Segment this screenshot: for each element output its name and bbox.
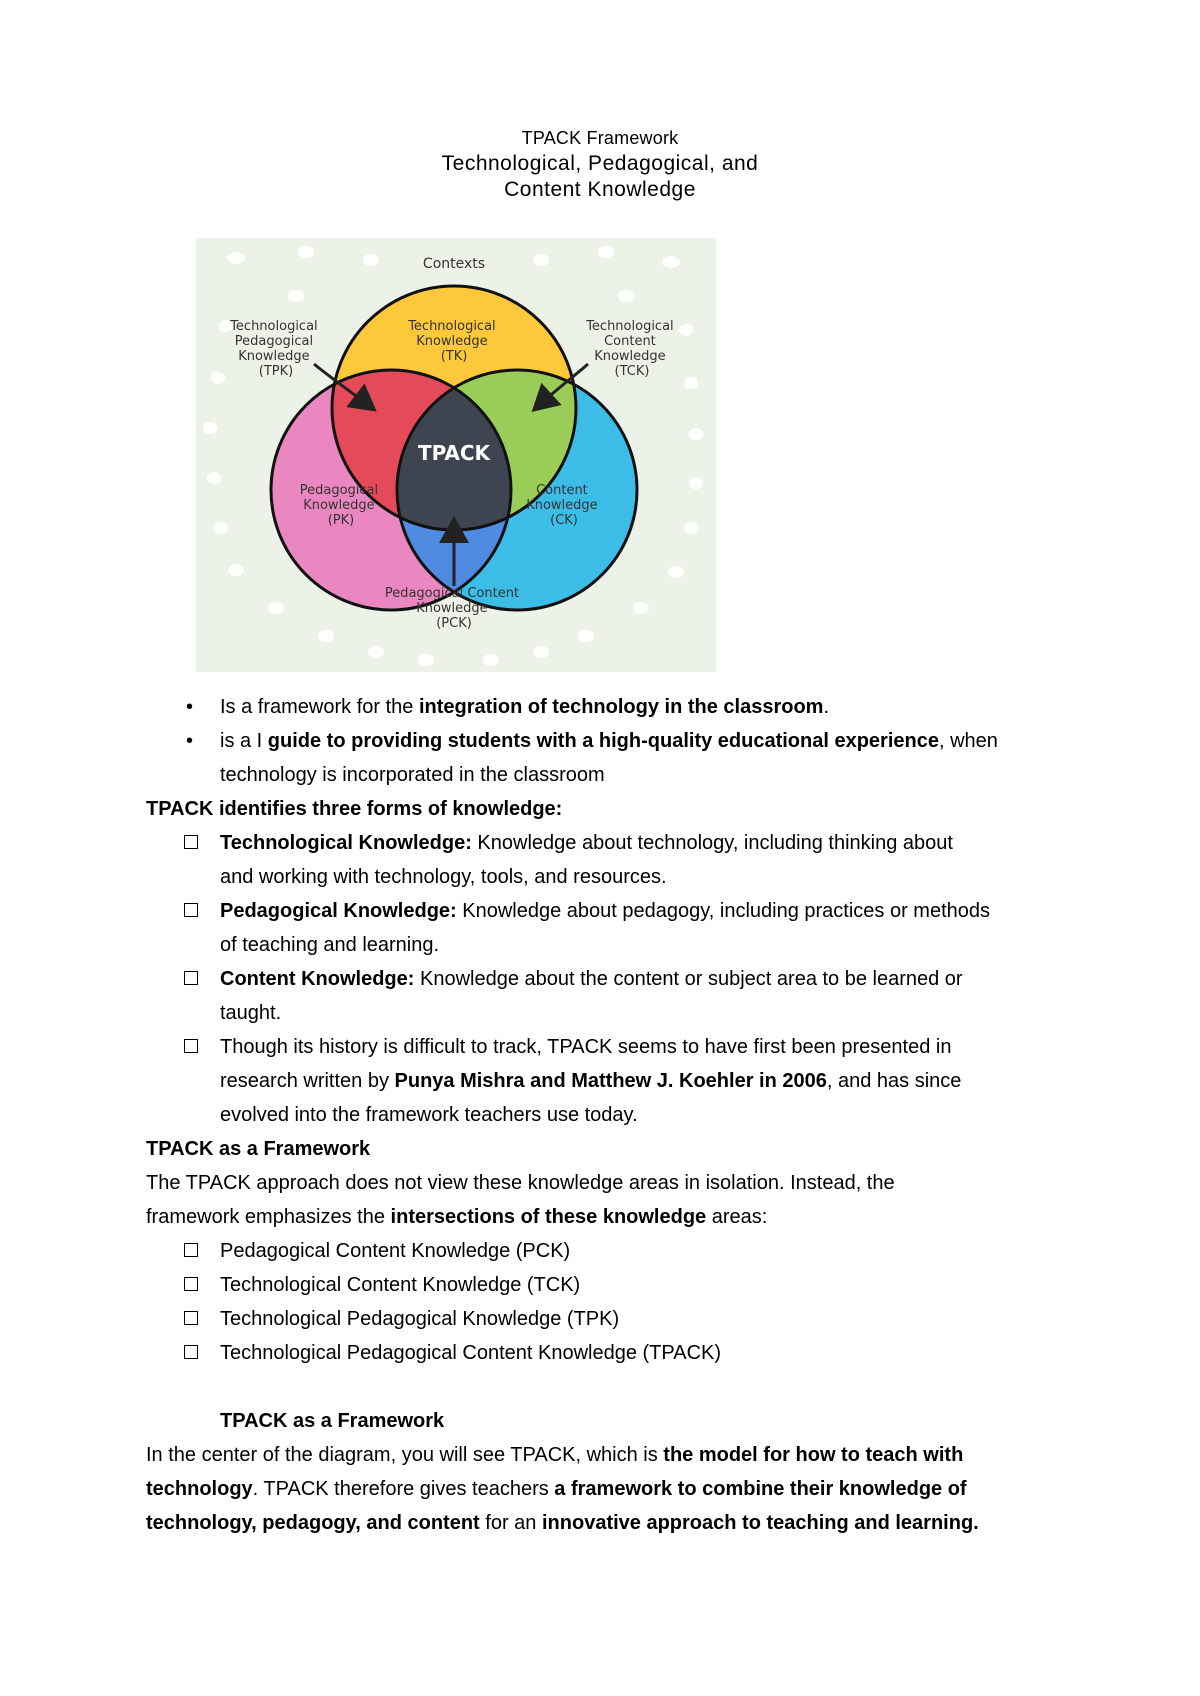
intro-bullet-list: [146, 690, 1066, 792]
intersections-list: [146, 1234, 1066, 1370]
framework-paragraph-2: In the center of the diagram, you will see TPACK, which is the model for how to teach with technology. TPACK therefore gives teachers a framework to combine their knowledge of technology, pedagogy, and content for an innovative approach to teaching and learning.: [146, 1444, 979, 1534]
list-item: Though its history is difficult to track, TPACK seems to have first been presented in research written by Punya Mishra and Matthew J. Koehler in 2006, and has since evolved into the framework teachers use today.: [146, 1030, 1066, 1132]
list-item: • is a I guide to providing students with a high-quality educational experience, when technology is incorporated in the classroom: [146, 724, 1066, 792]
knowledge-forms-heading: TPACK identifies three forms of knowledge:: [146, 798, 563, 820]
doc-subtitle-line1: Technological, Pedagogical, and: [441, 152, 759, 175]
svg-text:Pedagogical Knowledge: Pedagogical Knowledge (PK): [299, 483, 379, 528]
doc-title: TPACK Framework: [521, 128, 679, 148]
list-item: Technological Knowledge: Knowledge about technology, including thinking about and working with technology, tools, and resources.: [146, 826, 1066, 894]
list-item: • Is a framework for the integration of technology in the classroom.: [146, 690, 1066, 724]
list-item: Technological Content Knowledge (TCK): [146, 1268, 1066, 1302]
framework-section-2: [146, 1404, 1066, 1540]
svg-text:Content Knowledge: Content Knowledge (CK): [526, 483, 598, 528]
checkbox-icon: [184, 903, 198, 917]
svg-text:Technological Pedagogi: Technological Pedagogical Knowledge (TPK): [230, 319, 318, 379]
list-item: Technological Pedagogical Content Knowledge (TPACK): [146, 1336, 1066, 1370]
framework-heading-2: TPACK as a Framework: [220, 1410, 445, 1432]
framework-heading-1: TPACK as a Framework: [146, 1138, 371, 1160]
checkbox-icon: [184, 1345, 198, 1359]
tpack-venn-diagram: [196, 238, 716, 672]
svg-text:Technological Content: Technological Content Knowledge (TCK): [586, 319, 674, 379]
tpack-center-label: TPACK: [417, 441, 491, 465]
list-item: Technological Pedagogical Knowledge (TPK): [146, 1302, 1066, 1336]
contexts-label: Contexts: [422, 256, 486, 272]
svg-text:Technological Knowledg: Technological Knowledge (TK): [408, 319, 496, 364]
list-item: Pedagogical Content Knowledge (PCK): [146, 1234, 1066, 1268]
checkbox-icon: [184, 1311, 198, 1325]
bullet-dot-icon: •: [186, 696, 194, 718]
checkbox-icon: [184, 1243, 198, 1257]
bullet-dot-icon: •: [186, 730, 194, 752]
list-item: Content Knowledge: Knowledge about the content or subject area to be learned or taught.: [146, 962, 1066, 1030]
knowledge-forms-section: [146, 792, 1066, 1132]
checkbox-icon: [184, 971, 198, 985]
checkbox-icon: [184, 835, 198, 849]
framework-section-1: [146, 1132, 1066, 1370]
framework-paragraph-1: The TPACK approach does not view these knowledge areas in isolation. Instead, the framework emphasizes the intersections of these knowledge areas:: [146, 1172, 895, 1228]
list-item: Pedagogical Knowledge: Knowledge about pedagogy, including practices or methods of teaching and learning.: [146, 894, 1066, 962]
svg-text:Pedagogical Content Kn: Pedagogical Content Knowledge (PCK): [384, 586, 520, 631]
checkbox-icon: [184, 1039, 198, 1053]
knowledge-forms-list: [146, 826, 1066, 1132]
checkbox-icon: [184, 1277, 198, 1291]
doc-subtitle-line2: Content Knowledge: [504, 178, 696, 201]
